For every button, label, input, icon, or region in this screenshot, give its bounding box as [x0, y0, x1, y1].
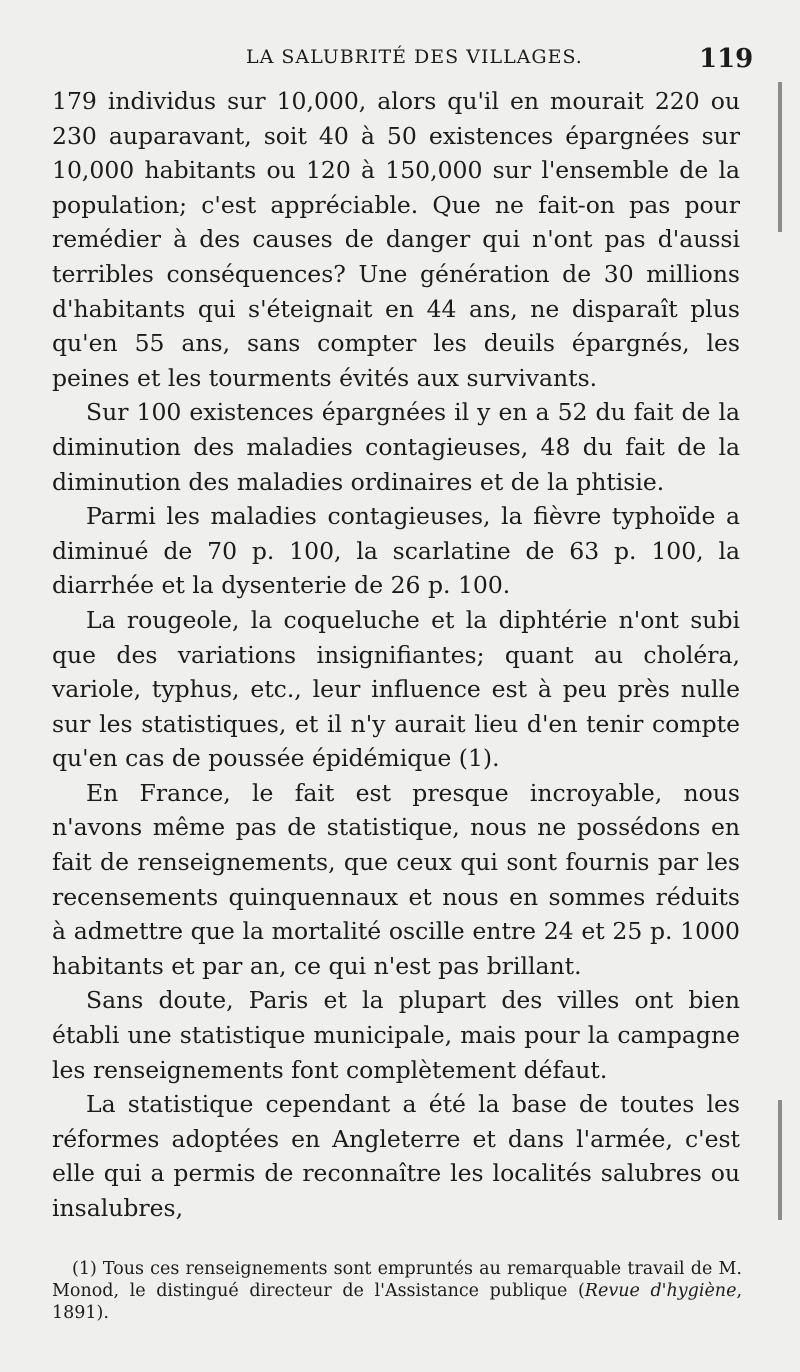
paragraph-continued: 179 individus sur 10,000, alors qu'il en mourait 220 ou 230 auparavant, soit 40 à 50 existences épargnées sur 10,000 habitants ou 120 à 150,000 sur l'ensemble de la population; c'est appréciable. Que ne fait-on pas pour remédier à des causes de danger qui n'ont pas d'aussi terribles conséquences? Une génération de 30 millions d'habitants qui s'éteignait en 44 ans, ne disparaît plus qu'en 55 ans, sans compter les deuils épargnés, les peines et les tourments évités aux survivants.: [52, 87, 740, 392]
paragraph: Sans doute, Paris et la plupart des villes ont bien établi une statistique municipale, mais pour la campagne les renseignements font complètement défaut.: [52, 986, 740, 1084]
paragraph: En France, le fait est presque incroyable, nous n'avons même pas de statistique, nous ne possédons en fait de renseignements, que ceux qui sont fournis par les recensements quinquennaux et nous en sommes réduits à admettre que la mortalité oscille entre 24 et 25 p. 1000 habitants et par an, ce qui n'est pas brillant.: [52, 778, 740, 980]
page-edge-shadow: [778, 82, 782, 232]
paragraph: Sur 100 existences épargnées il y en a 52 du fait de la diminution des maladies contagieuses, 48 du fait de la diminution des maladies ordinaires et de la phtisie.: [52, 398, 740, 496]
paragraph: La rougeole, la coqueluche et la diphtérie n'ont subi que des variations insignifiantes; quant au choléra, variole, typhus, etc., leur influence est à peu près nulle sur les statistiques, et il n'y aurait lieu d'en tenir compte qu'en cas de poussée épidémique (1).: [52, 605, 740, 773]
body-text: [52, 84, 740, 1226]
page-number: 119: [699, 44, 754, 74]
paragraph: Parmi les maladies contagieuses, la fièvre typhoïde a diminué de 70 p. 100, la scarlatine de 63 p. 100, la diarrhée et la dysenterie de 26 p. 100.: [52, 502, 740, 600]
page-header: [0, 44, 800, 74]
footnote-journal: Revue d'hygiène: [584, 1281, 737, 1301]
page-edge-shadow: [778, 1100, 782, 1220]
paragraph: La statistique cependant a été la base de toutes les réformes adoptées en Angleterre et dans l'armée, c'est elle qui a permis de reconnaître les localités salubres ou insalubres,: [52, 1090, 740, 1222]
footnote-text: (1) Tous ces renseignements sont empruntés au remarquable travail de M. Monod, le distingué directeur de l'Assistance publique (: [52, 1259, 742, 1301]
running-head: LA SALUBRITÉ DES VILLAGES.: [246, 46, 583, 68]
footnote-tail: , 1891).: [52, 1281, 743, 1323]
footnote: [52, 1258, 742, 1324]
